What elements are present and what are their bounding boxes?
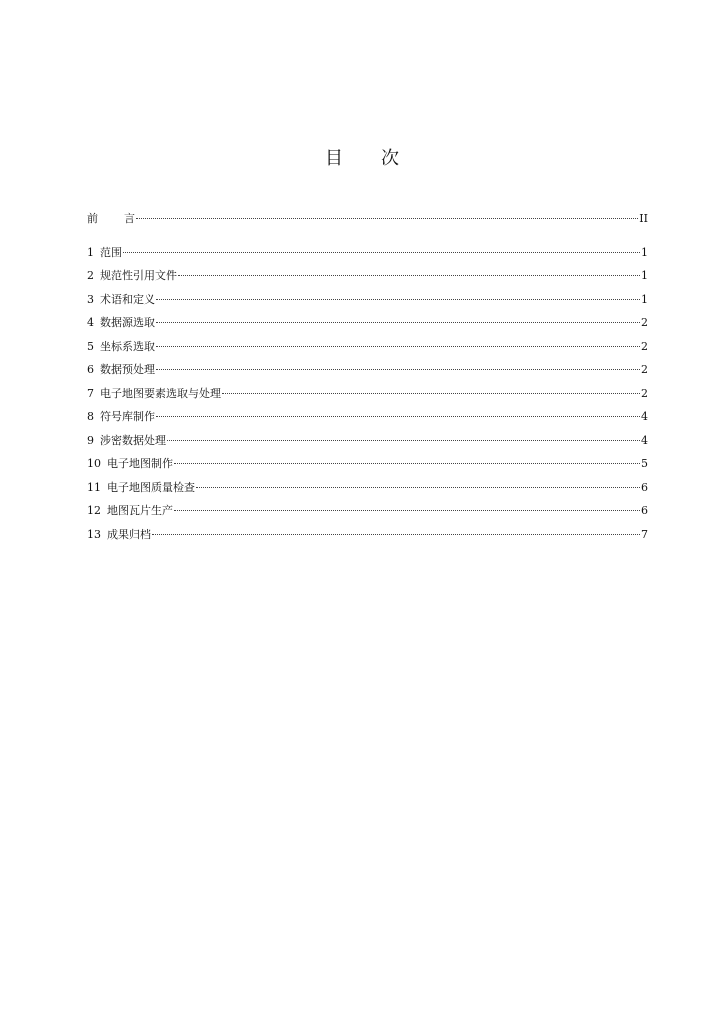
toc-entry-number: 12: [87, 504, 101, 517]
toc-entry-number: 3: [87, 292, 94, 306]
preface-label-right: 言: [124, 212, 135, 225]
toc-entry[interactable]: [87, 387, 648, 411]
dot-leader: [174, 510, 640, 511]
toc-entry[interactable]: [87, 293, 648, 317]
toc-entry-text: 成果归档: [107, 527, 151, 541]
preface-label-left: 前: [87, 212, 98, 225]
toc-entry[interactable]: [87, 457, 648, 481]
dot-leader: [152, 534, 640, 535]
toc-entry-number: 4: [87, 316, 94, 329]
toc-entry-text: 符号库制作: [100, 410, 155, 423]
dot-leader: [174, 463, 640, 464]
toc-entry[interactable]: [87, 481, 648, 505]
toc-entry-text: 电子地图要素选取与处理: [100, 386, 221, 400]
toc-entry-text: 坐标系选取: [100, 339, 155, 353]
toc-entry-text: 地图瓦片生产: [107, 504, 173, 517]
toc-entry-label: [87, 212, 135, 226]
toc-entry-text: 数据源选取: [100, 316, 155, 329]
dot-leader: [136, 218, 638, 219]
dot-leader: [156, 346, 640, 347]
toc-entry-preface[interactable]: [87, 212, 648, 236]
toc-entry[interactable]: [87, 269, 648, 293]
toc-entry-text: 数据预处理: [100, 363, 155, 376]
toc-entry[interactable]: [87, 434, 648, 458]
table-of-contents: [87, 212, 648, 551]
toc-entry-label: [87, 457, 173, 471]
toc-entry-page: 2: [641, 339, 648, 353]
toc-entry-text: 电子地图制作: [107, 457, 173, 470]
toc-entry-number: 11: [87, 480, 101, 494]
toc-entry-number: 1: [87, 245, 94, 259]
toc-entry-number: 5: [87, 339, 94, 353]
toc-entry-label: [87, 410, 155, 424]
toc-entry[interactable]: [87, 246, 648, 270]
toc-entry-text: 范围: [100, 245, 122, 259]
toc-entry-page: II: [639, 212, 648, 225]
toc-entry-page: 1: [641, 245, 648, 259]
toc-entry-label: [87, 246, 122, 260]
toc-entry-page: 2: [641, 316, 648, 329]
dot-leader: [222, 393, 640, 394]
dot-leader: [196, 487, 640, 488]
toc-entry-page: 7: [641, 527, 648, 541]
page-title: [0, 144, 724, 170]
toc-entry-number: 8: [87, 410, 94, 423]
toc-entry-number: 9: [87, 433, 94, 447]
toc-entry-page: 2: [641, 386, 648, 400]
toc-entry[interactable]: [87, 528, 648, 552]
toc-entry-number: 2: [87, 269, 94, 282]
toc-entry-page: 6: [641, 480, 648, 494]
toc-entry-label: [87, 293, 155, 307]
toc-entry-number: 13: [87, 527, 101, 541]
toc-entry-label: [87, 316, 155, 330]
toc-entry-label: [87, 528, 151, 542]
toc-entry-page: 5: [641, 457, 648, 470]
toc-entry[interactable]: [87, 504, 648, 528]
toc-entry-label: [87, 387, 221, 401]
toc-entry-label: [87, 340, 155, 354]
toc-entry-number: 6: [87, 363, 94, 376]
toc-entry-label: [87, 363, 155, 377]
toc-entry-label: [87, 481, 195, 495]
toc-entry-text: 涉密数据处理: [100, 433, 166, 447]
toc-entry-text: 电子地图质量检查: [107, 480, 195, 494]
toc-entry-page: 1: [641, 292, 648, 306]
toc-entry[interactable]: [87, 363, 648, 387]
dot-leader: [156, 416, 640, 417]
toc-entry-page: 1: [641, 269, 648, 282]
toc-entry[interactable]: [87, 410, 648, 434]
toc-entry-label: [87, 434, 166, 448]
dot-leader: [167, 440, 640, 441]
dot-leader: [156, 299, 640, 300]
page-title-left: 目: [325, 148, 343, 169]
toc-entry-label: [87, 504, 173, 518]
toc-entry-number: 10: [87, 457, 101, 470]
dot-leader: [156, 369, 640, 370]
page-title-right: 次: [381, 148, 399, 169]
dot-leader: [178, 275, 640, 276]
toc-entry-number: 7: [87, 386, 94, 400]
toc-entry-text: 规范性引用文件: [100, 269, 177, 282]
toc-entry-text: 术语和定义: [100, 292, 155, 306]
toc-entry-label: [87, 269, 177, 283]
dot-leader: [123, 252, 640, 253]
toc-entry-page: 4: [641, 433, 648, 447]
toc-entry-page: 2: [641, 363, 648, 376]
toc-entry-page: 6: [641, 504, 648, 517]
dot-leader: [156, 322, 640, 323]
toc-entry[interactable]: [87, 316, 648, 340]
toc-entry-page: 4: [641, 410, 648, 423]
toc-entry[interactable]: [87, 340, 648, 364]
